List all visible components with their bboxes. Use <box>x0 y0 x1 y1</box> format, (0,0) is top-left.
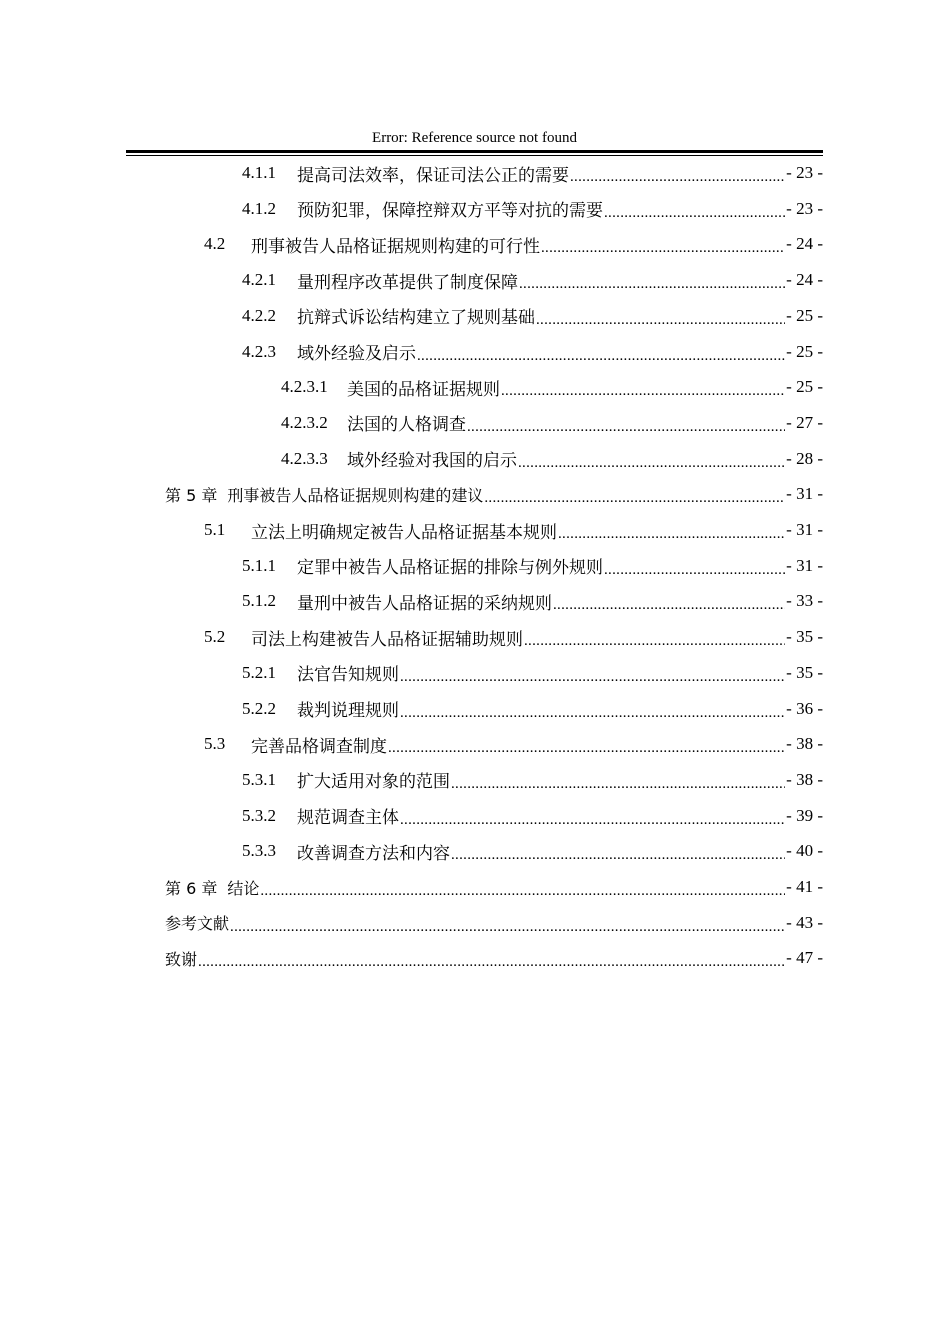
toc-entry-number: 4.2.3.2 <box>281 412 328 432</box>
toc-entry[interactable] <box>165 870 823 904</box>
toc-entry-page: - 38 - <box>786 769 823 789</box>
toc-entry-page: - 43 - <box>786 912 823 932</box>
toc-leader-dots <box>451 773 785 791</box>
toc-entry[interactable] <box>281 442 823 476</box>
toc-entry[interactable] <box>242 763 823 797</box>
toc-leader-dots <box>400 666 785 684</box>
toc-entry-number: 4.2.3 <box>242 341 276 361</box>
toc-entry-title: 法国的人格调查 <box>347 415 466 435</box>
toc-entry[interactable] <box>242 799 823 833</box>
toc-entry-title: 结论 <box>227 878 260 898</box>
toc-leader-dots <box>230 916 785 934</box>
toc-entry-page: - 31 - <box>786 520 823 539</box>
toc-entry-number: 4.2 <box>204 234 226 254</box>
toc-entry-number: 4.1.2 <box>242 198 276 218</box>
toc-entry-title: 裁判说理规则 <box>297 701 399 720</box>
toc-entry-page: - 39 - <box>786 805 823 825</box>
toc-leader-dots <box>519 273 785 291</box>
toc-leader-dots <box>451 844 785 862</box>
toc-entry-number: 4.2.3.3 <box>281 448 328 468</box>
toc-entry-title: 规范调查主体 <box>297 808 399 828</box>
toc-entry[interactable] <box>204 513 823 547</box>
toc-entry-title: 提高司法效率，保证司法公正的需要 <box>297 165 569 185</box>
toc-leader-dots <box>417 345 785 363</box>
toc-entry-page: - 25 - <box>786 305 823 325</box>
toc-entry-page: - 35 - <box>786 662 823 682</box>
toc-entry-number: 4.1.1 <box>242 163 276 182</box>
toc-entry[interactable] <box>204 620 823 654</box>
toc-entry-page: - 27 - <box>786 412 823 432</box>
toc-entry-title: 量刑中被告人品格证据的采纳规则 <box>297 593 552 613</box>
toc-entry-page: - 24 - <box>786 270 823 290</box>
toc-leader-dots <box>570 166 785 184</box>
toc-entry-number: 5.3.2 <box>242 805 276 825</box>
toc-entry-number: 5.2.2 <box>242 698 276 718</box>
toc-entry-number: 5.1 <box>204 520 226 539</box>
toc-entry-page: - 38 - <box>786 734 823 754</box>
toc-entry-page: - 28 - <box>786 448 823 468</box>
toc-entry-page: - 36 - <box>786 698 823 718</box>
toc-entry[interactable] <box>165 477 823 511</box>
toc-entry[interactable] <box>204 227 823 261</box>
toc-entry-number: 第 6 章 <box>165 878 218 898</box>
toc-entry-page: - 31 - <box>786 555 823 575</box>
toc-entry-title: 定罪中被告人品格证据的排除与例外规则 <box>297 558 603 578</box>
toc-entry-page: - 24 - <box>786 234 823 254</box>
toc-entry[interactable] <box>242 299 823 333</box>
toc-entry-page: - 25 - <box>786 377 823 397</box>
toc-entry[interactable] <box>242 692 823 726</box>
toc-leader-dots <box>388 737 785 755</box>
toc-leader-dots <box>400 702 785 720</box>
toc-leader-dots <box>536 309 785 327</box>
toc-entry-title: 预防犯罪，保障控辩双方平等对抗的需要 <box>297 201 603 221</box>
toc-entry-title: 完善品格调查制度 <box>251 736 387 756</box>
toc-entry-number: 5.3 <box>204 734 226 754</box>
toc-leader-dots <box>558 523 785 541</box>
toc-entry-page: - 25 - <box>786 341 823 361</box>
toc-entry-number: 5.3.3 <box>242 841 276 861</box>
toc-entry-number: 第 5 章 <box>165 485 218 505</box>
toc-entry[interactable] <box>165 906 823 940</box>
toc-entry-title: 参考文献 <box>165 914 230 934</box>
toc-entry-number: 5.2.1 <box>242 662 276 682</box>
toc-entry-title: 刑事被告人品格证据规则构建的可行性 <box>251 236 540 256</box>
toc-leader-dots <box>553 594 785 612</box>
toc-entry-title: 量刑程序改革提供了制度保障 <box>297 272 518 292</box>
toc-leader-dots <box>260 880 785 898</box>
toc-entry[interactable] <box>242 335 823 369</box>
toc-entry[interactable] <box>242 834 823 868</box>
toc-leader-dots <box>484 487 785 505</box>
toc-leader-dots <box>400 809 785 827</box>
toc-entry[interactable] <box>281 370 823 404</box>
toc-entry-page: - 40 - <box>786 841 823 861</box>
toc-entry-title: 致谢 <box>165 949 198 969</box>
toc-leader-dots <box>604 559 785 577</box>
toc-entry-title: 法官告知规则 <box>297 665 399 685</box>
toc-entry[interactable] <box>242 656 823 690</box>
toc-entry-page: - 41 - <box>786 877 823 896</box>
page-header: Error: Reference source not found <box>372 130 577 146</box>
toc-entry-number: 5.1.1 <box>242 555 276 575</box>
toc-entry-title: 刑事被告人品格证据规则构建的建议 <box>227 485 484 505</box>
toc-entry[interactable] <box>242 192 823 226</box>
toc-entry[interactable] <box>242 263 823 297</box>
toc-entry[interactable] <box>242 584 823 618</box>
toc-entry-number: 5.2 <box>204 627 226 647</box>
toc-entry-title: 域外经验及启示 <box>297 344 416 363</box>
toc-leader-dots <box>524 630 785 648</box>
toc-leader-dots <box>198 951 785 969</box>
toc-entry-title: 抗辩式诉讼结构建立了规则基础 <box>297 308 535 328</box>
toc-entry-number: 4.2.2 <box>242 305 276 325</box>
toc-entry-page: - 35 - <box>786 627 823 647</box>
toc-leader-dots <box>541 237 785 255</box>
toc-leader-dots <box>604 202 785 220</box>
toc-leader-dots <box>518 452 785 470</box>
toc-entry-number: 4.2.3.1 <box>281 377 328 397</box>
toc-entry-title: 美国的品格证据规则 <box>347 379 500 399</box>
toc-entry-page: - 47 - <box>786 948 823 968</box>
toc-entry[interactable] <box>242 156 823 190</box>
toc-entry[interactable] <box>242 549 823 583</box>
toc-leader-dots <box>467 416 785 434</box>
toc-entry-number: 4.2.1 <box>242 270 276 290</box>
toc-entry-title: 扩大适用对象的范围 <box>297 772 450 792</box>
toc-entry-number: 5.3.1 <box>242 769 276 789</box>
toc-entry-title: 立法上明确规定被告人品格证据基本规则 <box>251 522 557 542</box>
toc-entry-title: 司法上构建被告人品格证据辅助规则 <box>251 629 523 649</box>
toc-entry[interactable] <box>204 727 823 761</box>
toc-entry-page: - 23 - <box>786 198 823 218</box>
toc-entry-number: 5.1.2 <box>242 591 276 611</box>
toc-leader-dots <box>501 380 785 398</box>
toc-entry-page: - 33 - <box>786 591 823 611</box>
toc-entry-page: - 31 - <box>786 484 823 504</box>
toc-entry[interactable] <box>281 406 823 440</box>
toc-entry[interactable] <box>165 941 823 975</box>
header-rule-thick <box>126 150 823 153</box>
toc-entry-title: 域外经验对我国的启示 <box>347 451 517 471</box>
toc-entry-title: 改善调查方法和内容 <box>297 843 450 863</box>
toc-entry-page: - 23 - <box>786 163 823 182</box>
